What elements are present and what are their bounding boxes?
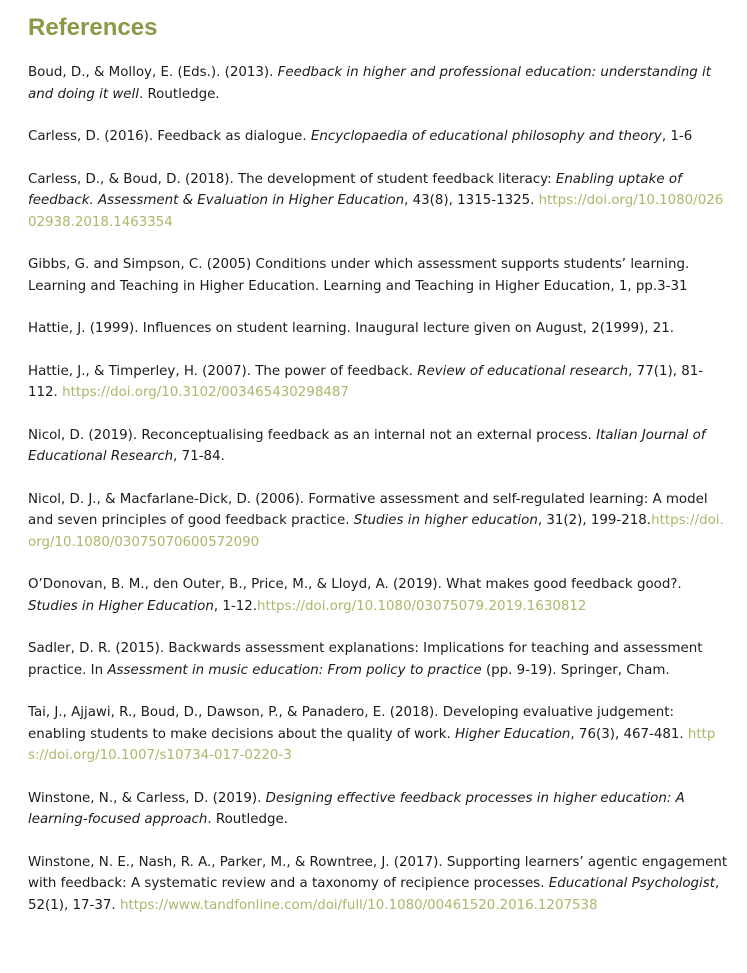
reference-italic-text: Enabling uptake of feedback. Assessment & Evaluation in Higher Education (28, 171, 682, 208)
reference-text: Winstone, N., & Carless, D. (2019). (28, 790, 266, 806)
reference-item (28, 254, 731, 297)
reference-text: . Routledge. (138, 86, 220, 102)
reference-item (28, 169, 731, 234)
reference-text: , 76(3), 467-481. (570, 726, 688, 742)
reference-text: , 31(2), 199-218. (537, 513, 652, 528)
reference-item (28, 852, 731, 917)
reference-text: , 43(8), 1315-1325. (404, 193, 539, 208)
reference-text: Carless, D., & Boud, D. (2018). The development of student feedback literacy: (28, 171, 556, 187)
reference-item (28, 638, 731, 681)
page-title: References (28, 14, 158, 41)
reference-italic-text: Encyclopaedia of educational philosophy and theory (310, 129, 662, 144)
reference-item (28, 62, 731, 105)
reference-text: Hattie, J., & Timperley, H. (2007). The power of feedback. (28, 363, 418, 379)
reference-text: Sadler, D. R. (2015). Backwards assessment explanations: Implications for teaching and assessment practice. In (28, 641, 703, 678)
reference-text: , 1-12. (213, 598, 258, 614)
reference-doi-link[interactable]: https://doi.org/10.3102/003465430298487 (62, 385, 349, 400)
reference-italic-text: Assessment in music education: From policy to practice (107, 662, 482, 678)
reference-italic-text: Studies in Higher Education (28, 598, 214, 614)
reference-text: , 52(1), 17-37. (28, 876, 720, 913)
reference-text: Gibbs, G. and Simpson, C. (2005) Conditions under which assessment supports students’ learning. Learning and Teaching in Higher Education. Learning and Teaching in Higher Education, 1, pp.3-31 (28, 257, 690, 294)
reference-italic-text: Designing effective feedback processes in higher education: A learning-focused approach (28, 790, 685, 827)
reference-text: O’Donovan, B. M., den Outer, B., Price, M., & Lloyd, A. (2019). What makes good feedback good?. (28, 577, 682, 592)
reference-item (28, 489, 731, 554)
reference-list (28, 62, 731, 916)
reference-italic-text: Studies in higher education (353, 513, 538, 528)
reference-doi-link[interactable]: https://www.tandfonline.com/doi/full/10.1080/00461520.2016.1207538 (119, 897, 598, 913)
reference-item (28, 702, 731, 767)
reference-text: Hattie, J. (1999). Influences on student learning. Inaugural lecture given on August, 2(1999), 21. (28, 321, 675, 336)
reference-text: . Routledge. (207, 812, 288, 827)
reference-text: Carless, D. (2016). Feedback as dialogue. (28, 129, 311, 144)
reference-doi-link[interactable]: https://doi.org/10.1080/02602938.2018.1463354 (28, 193, 724, 230)
reference-item (28, 318, 731, 340)
reference-text: Nicol, D. J., & Macfarlane-Dick, D. (2006). Formative assessment and self-regulated learning: A model and seven principles of good feedback practice. (28, 491, 708, 528)
reference-item (28, 361, 731, 404)
reference-doi-link[interactable]: https://doi.org/10.1080/03075079.2019.1630812 (257, 598, 587, 614)
reference-item (28, 425, 731, 468)
reference-item (28, 574, 731, 617)
reference-italic-text: Feedback in higher and professional education: understanding it and doing it well (28, 65, 711, 102)
reference-item (28, 126, 731, 148)
reference-italic-text: Educational Psychologist (548, 876, 716, 891)
reference-italic-text: Italian Journal of Educational Research (28, 427, 706, 464)
reference-italic-text: Higher Education (454, 726, 571, 742)
reference-text: Winstone, N. E., Nash, R. A., Parker, M., & Rowntree, J. (2017). Supporting learners’ agentic engagement with feedback: A systematic review and a taxonomy of recipience processes. (28, 854, 728, 891)
reference-text: Nicol, D. (2019). Reconceptualising feedback as an internal not an external process. (28, 427, 597, 443)
reference-text: (pp. 9-19). Springer, Cham. (481, 662, 670, 678)
reference-text: Tai, J., Ajjawi, R., Boud, D., Dawson, P., & Panadero, E. (2018). Developing evaluative judgement: enabling students to make decisions about the quality of work. (28, 705, 675, 742)
reference-text: , 77(1), 81-112. (28, 363, 704, 400)
reference-text: , 71-84. (173, 449, 225, 464)
reference-doi-link[interactable]: https://doi.org/10.1080/03075070600572090 (28, 513, 724, 550)
reference-italic-text: Review of educational research (417, 363, 629, 379)
reference-text: , 1-6 (661, 129, 693, 144)
reference-text: Boud, D., & Molloy, E. (Eds.). (2013). (28, 65, 278, 80)
reference-item (28, 788, 731, 831)
reference-doi-link[interactable]: https://doi.org/10.1007/s10734-017-0220-3 (28, 726, 716, 763)
